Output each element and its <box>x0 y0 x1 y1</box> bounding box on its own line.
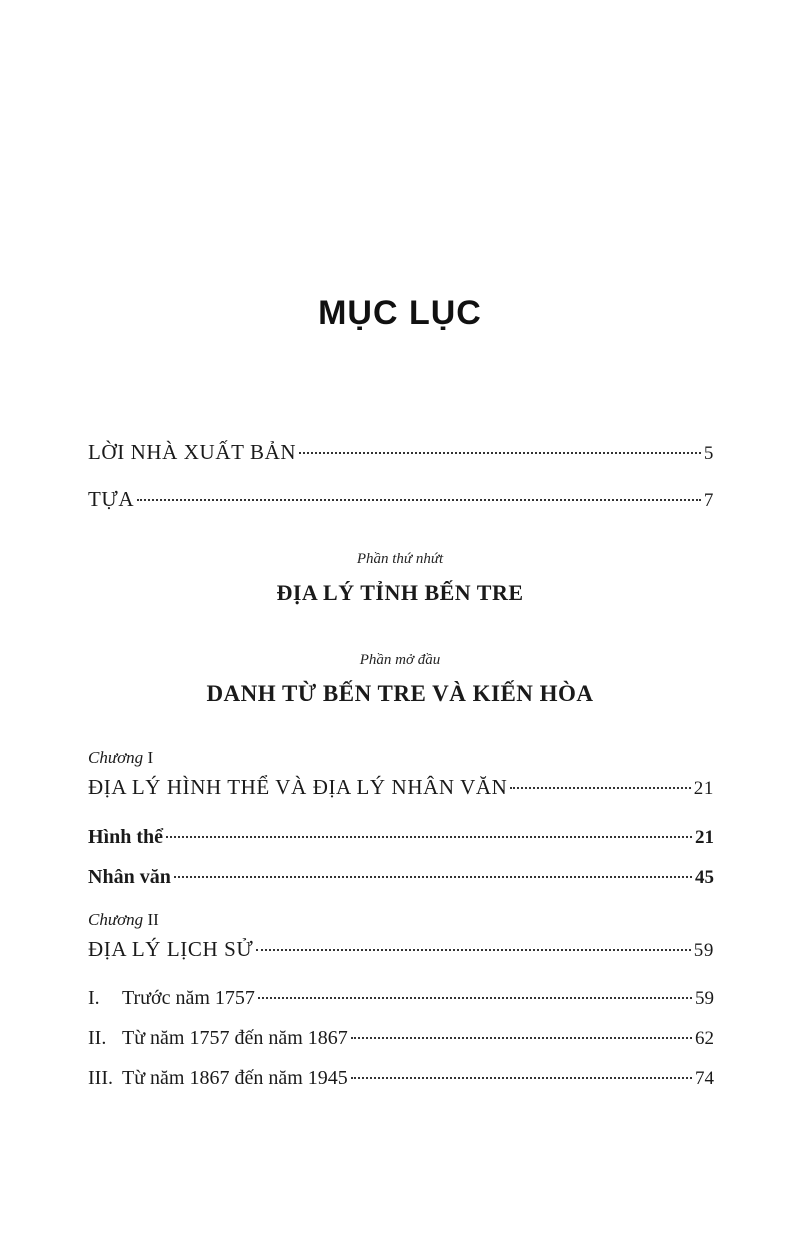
toc-entry-page: 74 <box>695 1068 714 1089</box>
toc-entry-page: 21 <box>695 827 714 848</box>
dot-leader <box>510 787 690 789</box>
toc-entry-page: 59 <box>693 940 714 961</box>
toc-entry-label: TỰA <box>88 487 135 511</box>
chapter-caption-word: Chương <box>88 910 144 929</box>
toc-entry-label: Nhân văn <box>88 866 171 888</box>
toc-entry-section <box>88 866 714 889</box>
chapter-caption-word: Chương <box>88 748 144 767</box>
dot-leader <box>351 1077 692 1079</box>
section-numeral: I. <box>88 987 100 1009</box>
toc-entry-page: 45 <box>695 867 714 888</box>
chapter-caption <box>88 748 153 768</box>
dot-leader <box>256 949 691 951</box>
section-numeral: III. <box>88 1067 113 1089</box>
part-title: DANH TỪ BẾN TRE VÀ KIẾN HÒA <box>206 681 594 706</box>
section-title: Từ năm 1757 đến năm 1867 <box>122 1027 348 1049</box>
toc-entry-label <box>88 1067 348 1090</box>
toc-entry-chapter-heading <box>88 775 714 800</box>
toc-entry-page: 5 <box>703 443 714 464</box>
toc-entry-section <box>88 826 714 849</box>
toc-entry-publisher-note <box>88 440 714 465</box>
section-numeral: II. <box>88 1027 107 1049</box>
part-caption: Phần thứ nhứt <box>356 551 444 567</box>
toc-entry-label: Hình thể <box>88 826 164 848</box>
toc-entry-label <box>88 987 255 1010</box>
toc-entry-page: 62 <box>695 1028 714 1049</box>
toc-entry-label <box>88 1027 348 1050</box>
toc-entry-label: LỜI NHÀ XUẤT BẢN <box>88 440 297 464</box>
toc-entry-subsection <box>88 1027 714 1050</box>
dot-leader <box>166 836 692 838</box>
chapter-caption-number: II <box>147 910 159 929</box>
part-caption: Phần mở đầu <box>359 652 441 668</box>
toc-entry-subsection <box>88 987 714 1010</box>
chapter-caption-number: I <box>147 748 154 767</box>
chapter-caption <box>88 910 159 930</box>
toc-entry-label: ĐỊA LÝ LỊCH SỬ <box>88 937 254 961</box>
toc-entry-label: ĐỊA LÝ HÌNH THỂ VÀ ĐỊA LÝ NHÂN VĂN <box>88 775 508 799</box>
section-title: Từ năm 1867 đến năm 1945 <box>122 1067 348 1089</box>
toc-entry-page: 21 <box>693 778 714 799</box>
dot-leader <box>258 997 692 999</box>
toc-entry-page: 59 <box>695 988 714 1009</box>
toc-entry-chapter-heading <box>88 937 714 962</box>
part-title: ĐỊA LÝ TỈNH BẾN TRE <box>276 580 524 605</box>
toc-entry-preface <box>88 487 714 512</box>
section-title: Trước năm 1757 <box>122 987 255 1009</box>
dot-leader <box>174 876 692 878</box>
dot-leader <box>351 1037 692 1039</box>
dot-leader <box>137 499 701 501</box>
toc-entry-page: 7 <box>703 490 714 511</box>
page-title: MỤC LỤC <box>318 294 482 332</box>
dot-leader <box>299 452 701 454</box>
toc-entry-subsection <box>88 1067 714 1090</box>
